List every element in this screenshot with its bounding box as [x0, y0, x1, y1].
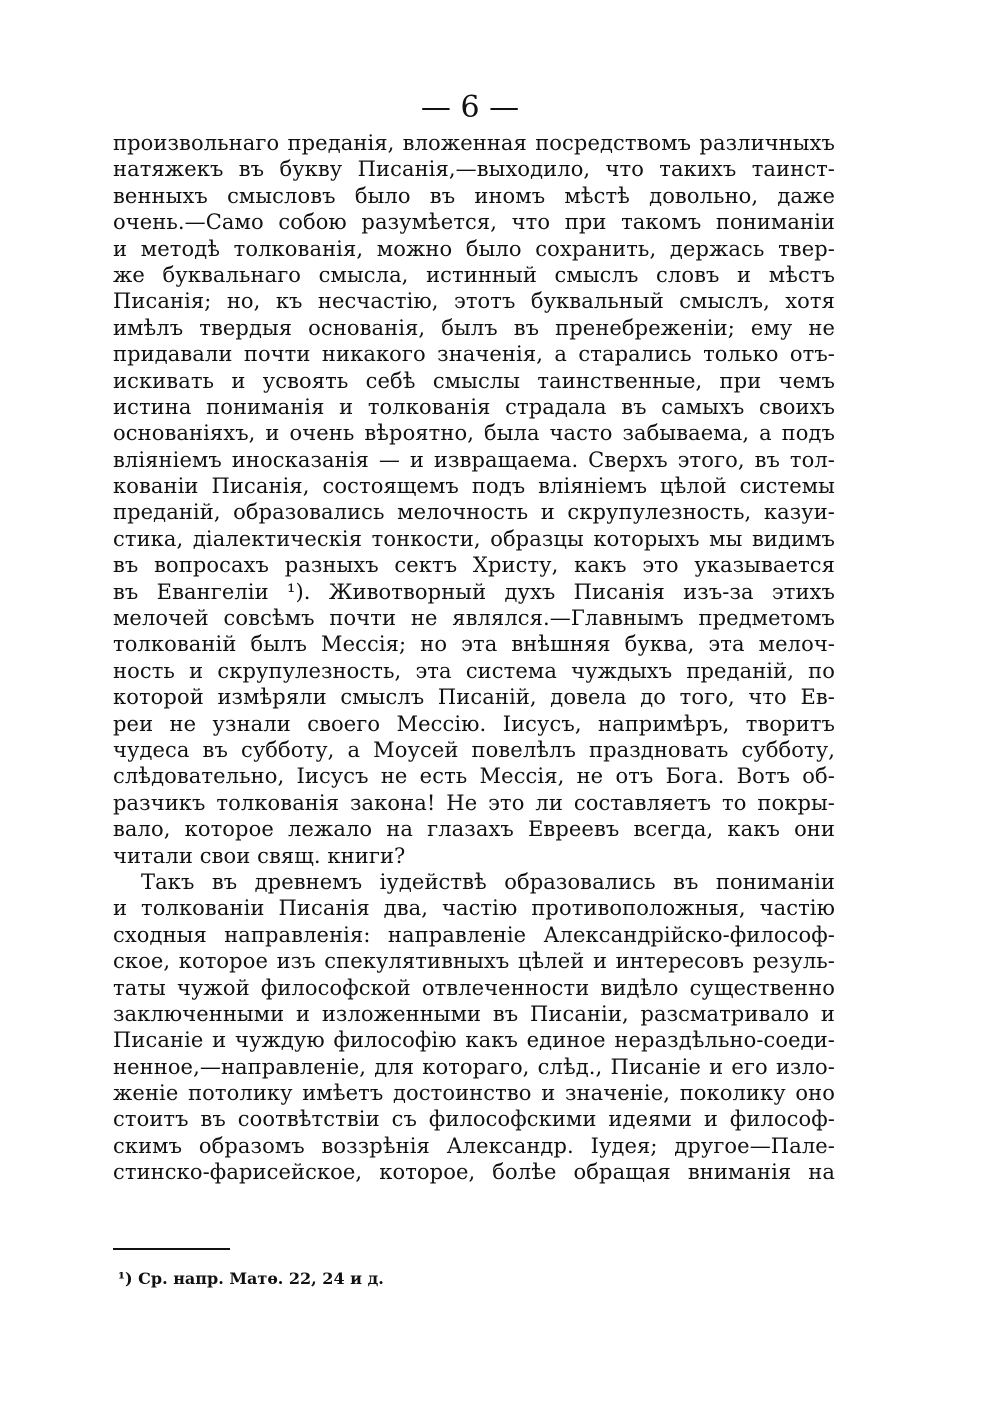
text-line: произвольнаго преданія, вложенная посредствомъ различныхъ: [113, 131, 835, 155]
text-line: ность и скрупулезность, эта система чуждыхъ преданій, по: [113, 658, 835, 683]
paragraph-start-line: Такъ въ древнемъ іудействѣ образовались въ пониманіи: [141, 869, 835, 894]
text-line: вліяніемъ иносказанія — и извращаема. Сверхъ этого, въ тол-: [113, 447, 835, 472]
text-line: преданій, образовались мелочность и скрупулезность, казуи-: [113, 500, 835, 525]
text-line: въ вопросахъ разныхъ сектъ Христу, какъ это указывается: [113, 553, 835, 578]
text-line: слѣдовательно, Іисусъ не есть Мессія, не отъ Бога. Вотъ об-: [113, 764, 835, 789]
text-line: въ Евангеліи ¹). Животворный духъ Писанія изъ-за этихъ: [113, 579, 835, 604]
text-line: основаніяхъ, и очень вѣроятно, была часто забываема, а подъ: [113, 421, 835, 446]
text-line: чудеса въ субботу, а Моусей повелѣлъ праздновать субботу,: [113, 737, 835, 762]
text-line: имѣлъ твердыя основанія, былъ въ пренебреженіи; ему не: [113, 315, 835, 340]
text-line: и методѣ толкованія, можно было сохранить, держась твер-: [113, 236, 835, 261]
page-number: — 6 —: [420, 90, 520, 125]
text-line: заключенными и изложенными въ Писаніи, разсматривало и: [113, 1001, 835, 1026]
text-line: Писанія; но, къ несчастію, этотъ буквальный смыслъ, хотя: [113, 289, 835, 314]
text-line: кованіи Писанія, состоящемъ подъ вліяніемъ цѣлой системы: [113, 474, 835, 499]
text-line: стоитъ въ соотвѣтствіи съ философскими идеями и философ-: [113, 1107, 835, 1132]
text-line: сходныя направленія: направленіе Александрійско-философ-: [113, 922, 835, 947]
text-line: искивать и усвоять себѣ смыслы таинственные, при чемъ: [113, 368, 835, 393]
body-text: [113, 130, 835, 1186]
text-line: скимъ образомъ воззрѣнія Александр. Іудея; другое—Пале-: [113, 1133, 835, 1158]
text-line: которой измѣряли смыслъ Писаній, довела до того, что Ев-: [113, 685, 835, 710]
text-line: толкованій былъ Мессія; но эта внѣшняя буква, эта мелоч-: [113, 632, 835, 657]
footnote: ¹) Ср. напр. Матѳ. 22, 24 и д.: [118, 1269, 384, 1288]
text-line: женіе потолику имѣетъ достоинство и значеніе, поколику оно: [113, 1081, 835, 1106]
text-line: венныхъ смысловъ было въ иномъ мѣстѣ довольно, даже: [113, 183, 835, 208]
text-line: ское, которое изъ спекулятивныхъ цѣлей и интересовъ резуль-: [113, 949, 835, 974]
text-line: мелочей совсѣмъ почти не являлся.—Главнымъ предметомъ: [113, 606, 835, 631]
text-line: Писаніе и чуждую философію какъ единое нераздѣльно-соеди-: [113, 1028, 835, 1053]
footnote-divider: [113, 1248, 230, 1250]
text-line: очень.—Само собою разумѣется, что при такомъ пониманіи: [113, 210, 835, 235]
text-line: и толкованіи Писанія два, частію противоположныя, частію: [113, 896, 835, 921]
text-line: реи не узнали своего Мессію. Іисусъ, напримѣръ, творитъ: [113, 711, 835, 736]
text-line: стинско-фарисейское, которое, болѣе обращая вниманія на: [113, 1160, 835, 1185]
text-line: разчикъ толкованія закона! Не это ли составляетъ то покры-: [113, 790, 835, 815]
text-line: же буквальнаго смысла, истинный смыслъ словъ и мѣстъ: [113, 262, 835, 287]
text-line: ненное,—направленіе, для котораго, слѣд., Писаніе и его изло-: [113, 1054, 835, 1079]
text-line: истина пониманія и толкованія страдала въ самыхъ своихъ: [113, 394, 835, 419]
text-line: таты чужой философской отвлеченности видѣло существенно: [113, 975, 835, 1000]
text-line: стика, діалектическія тонкости, образцы которыхъ мы видимъ: [113, 526, 835, 551]
paragraph-end-line: читали свои свящ. книги?: [113, 843, 406, 868]
text-line: вало, которое лежало на глазахъ Евреевъ всегда, какъ они: [113, 817, 835, 842]
text-line: придавали почти никакого значенія, а старались только отъ-: [113, 342, 835, 367]
text-line: натяжекъ въ букву Писанія,—выходило, что такихъ таинст-: [113, 157, 835, 182]
